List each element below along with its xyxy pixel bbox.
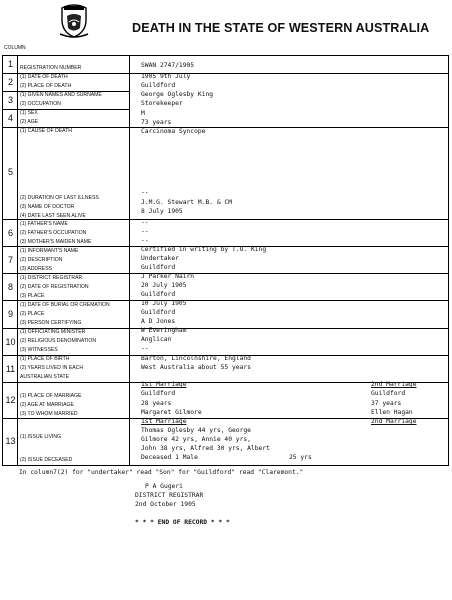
field-label: (1) OFFICIATING MINISTER bbox=[20, 329, 86, 335]
correction-note: In column7(2) for "undertaker" read "Son" for "Guildford" read "Claremont." bbox=[19, 469, 304, 476]
row-number: 13 bbox=[5, 436, 16, 446]
field-label: (2) DESCRIPTION bbox=[20, 257, 63, 263]
row-divider bbox=[2, 55, 449, 56]
field-label: (1) DISTRICT REGISTRAR bbox=[20, 275, 83, 281]
field-label: REGISTRATION NUMBER bbox=[20, 65, 82, 71]
row-number: 5 bbox=[7, 167, 13, 177]
field-label: (2) FATHER'S OCCUPATION bbox=[20, 230, 87, 236]
field-value: A D Jones bbox=[141, 318, 176, 325]
field-label: (3) MOTHER'S MAIDEN NAME bbox=[20, 239, 92, 245]
field-value: 1905 9th July bbox=[141, 73, 191, 80]
column-label: COLUMN bbox=[4, 45, 26, 51]
row-number: 11 bbox=[5, 364, 16, 374]
row-divider bbox=[2, 73, 449, 74]
row-number: 4 bbox=[7, 113, 13, 123]
field-value: Undertaker bbox=[141, 255, 179, 262]
number-column-divider bbox=[17, 55, 18, 465]
row-number: 8 bbox=[7, 282, 13, 292]
field-label: (1) PLACE OF BIRTH bbox=[20, 356, 70, 362]
field-label: (2) PLACE OF DEATH bbox=[20, 83, 72, 89]
field-label: (1) DATE OF DEATH bbox=[20, 74, 68, 80]
row-number: 6 bbox=[7, 228, 13, 238]
row-number: 12 bbox=[5, 395, 16, 405]
registrar-role: DISTRICT REGISTRAR bbox=[135, 492, 204, 499]
field-value: W Everingham bbox=[141, 327, 187, 334]
field-label: (4) DATE LAST SEEN ALIVE bbox=[20, 213, 86, 219]
row-number: 3 bbox=[7, 95, 13, 105]
row-divider bbox=[2, 300, 449, 301]
field-value: Deceased 1 Male bbox=[141, 454, 198, 461]
field-value: West Australia about 55 years bbox=[141, 364, 251, 371]
field-value: Guildford bbox=[141, 309, 176, 316]
field-value: J.M.G. Stewart M.B. & CM bbox=[141, 199, 232, 206]
field-label: (1) SEX bbox=[20, 110, 38, 116]
row-divider bbox=[2, 273, 449, 274]
field-value: -- bbox=[141, 189, 149, 196]
field-value: 8 July 1905 bbox=[141, 208, 183, 215]
field-label: (1) PLACE OF MARRIAGE bbox=[20, 393, 82, 399]
field-label: (3) PLACE bbox=[20, 293, 45, 299]
field-value: -- bbox=[141, 219, 149, 226]
field-label: (2) PLACE bbox=[20, 311, 45, 317]
field-value: -- bbox=[141, 228, 149, 235]
field-label: (3) WITNESSES bbox=[20, 347, 58, 353]
row-number: 2 bbox=[7, 77, 13, 87]
field-value: J Parker Nairn bbox=[141, 273, 195, 280]
label-column-divider bbox=[129, 55, 130, 465]
field-label: (2) AGE AT MARRIAGE bbox=[20, 402, 74, 408]
field-label: (1) INFORMANT'S NAME bbox=[20, 248, 79, 254]
field-value: Guildford bbox=[141, 291, 176, 298]
field-label: (1) ISSUE LIVING bbox=[20, 434, 62, 440]
field-label: (1) DATE OF BURIAL OR CREMATION bbox=[20, 302, 110, 308]
field-label: (3) NAME OF DOCTOR bbox=[20, 204, 75, 210]
field-label: (2) DATE OF REGISTRATION bbox=[20, 284, 89, 290]
wa-state-crest-icon bbox=[58, 2, 90, 38]
field-label: AUSTRALIAN STATE bbox=[20, 374, 70, 380]
field-label: (2) ISSUE DECEASED bbox=[20, 457, 73, 463]
row-number: 7 bbox=[7, 255, 13, 265]
field-label: (1) GIVEN NAMES AND SURNAME bbox=[20, 92, 102, 98]
field-value: Thomas Oglesby 44 yrs, George bbox=[141, 427, 251, 434]
field-value: Margaret Gilmore bbox=[141, 409, 202, 416]
field-value: John 38 yrs, Alfred 30 yrs, Albert bbox=[141, 445, 270, 452]
first-marriage-heading: 1st Marriage bbox=[141, 381, 187, 388]
field-value: Carcinoma Syncope bbox=[141, 128, 206, 135]
field-value: George Oglesby King bbox=[141, 91, 214, 98]
field-label: (2) OCCUPATION bbox=[20, 101, 61, 107]
field-label: (1) FATHER'S NAME bbox=[20, 221, 68, 227]
field-value: Gilmore 42 yrs, Annie 40 yrs, bbox=[141, 436, 251, 443]
field-value: Barton, Lincolnshire, England bbox=[141, 355, 251, 362]
row-number: 10 bbox=[5, 337, 16, 347]
field-value: 20 July 1905 bbox=[141, 282, 187, 289]
field-label: (3) TO WHOM MARRIED bbox=[20, 411, 78, 417]
field-label: (1) CAUSE OF DEATH bbox=[20, 128, 72, 134]
row-divider bbox=[2, 465, 449, 466]
second-marriage-heading: 2nd Marriage bbox=[371, 381, 417, 388]
field-label: (2) AGE bbox=[20, 119, 39, 125]
field-value: Guildford bbox=[141, 264, 176, 271]
row-number: 1 bbox=[7, 59, 13, 69]
field-value: 25 yrs bbox=[289, 454, 312, 461]
field-label: (2) DURATION OF LAST ILLNESS bbox=[20, 195, 99, 201]
first-marriage-heading: 1st Marriage bbox=[141, 418, 187, 425]
field-value: 28 years bbox=[141, 400, 172, 407]
field-value: 73 years bbox=[141, 119, 172, 126]
field-value: 37 years bbox=[371, 400, 402, 407]
field-value: Guildford bbox=[371, 390, 406, 397]
field-value: Storekeeper bbox=[141, 100, 183, 107]
field-value: Guildford bbox=[141, 82, 176, 89]
field-label: (2) RELIGIOUS DENOMINATION bbox=[20, 338, 97, 344]
table-left-border bbox=[2, 55, 3, 465]
field-label: (2) YEARS LIVED IN EACH bbox=[20, 365, 84, 371]
field-value: M bbox=[141, 110, 145, 117]
field-value: Ellen Hagan bbox=[371, 409, 413, 416]
field-value: Anglican bbox=[141, 336, 172, 343]
second-marriage-heading: 2nd Marriage bbox=[371, 418, 417, 425]
document-title: DEATH IN THE STATE OF WESTERN AUSTRALIA bbox=[132, 21, 430, 35]
row-divider bbox=[2, 219, 449, 220]
field-value: -- bbox=[141, 345, 149, 352]
registrar-date: 2nd October 1905 bbox=[135, 501, 196, 508]
field-value: Certified in writing by T.O. King bbox=[141, 246, 267, 253]
registrar-signer: P A Gugeri bbox=[145, 483, 183, 490]
field-value: -- bbox=[141, 237, 149, 244]
field-label: (3) ADDRESS bbox=[20, 266, 52, 272]
field-value: 10 July 1905 bbox=[141, 300, 187, 307]
field-value: Guildford bbox=[141, 390, 176, 397]
row-number: 9 bbox=[7, 309, 13, 319]
field-label: (3) PERSON CERTIFYING bbox=[20, 320, 82, 326]
table-right-border bbox=[448, 55, 449, 465]
registration-number-value: SWAN 2747/1905 bbox=[141, 62, 195, 69]
end-of-record: * * * END OF RECORD * * * bbox=[135, 519, 230, 526]
